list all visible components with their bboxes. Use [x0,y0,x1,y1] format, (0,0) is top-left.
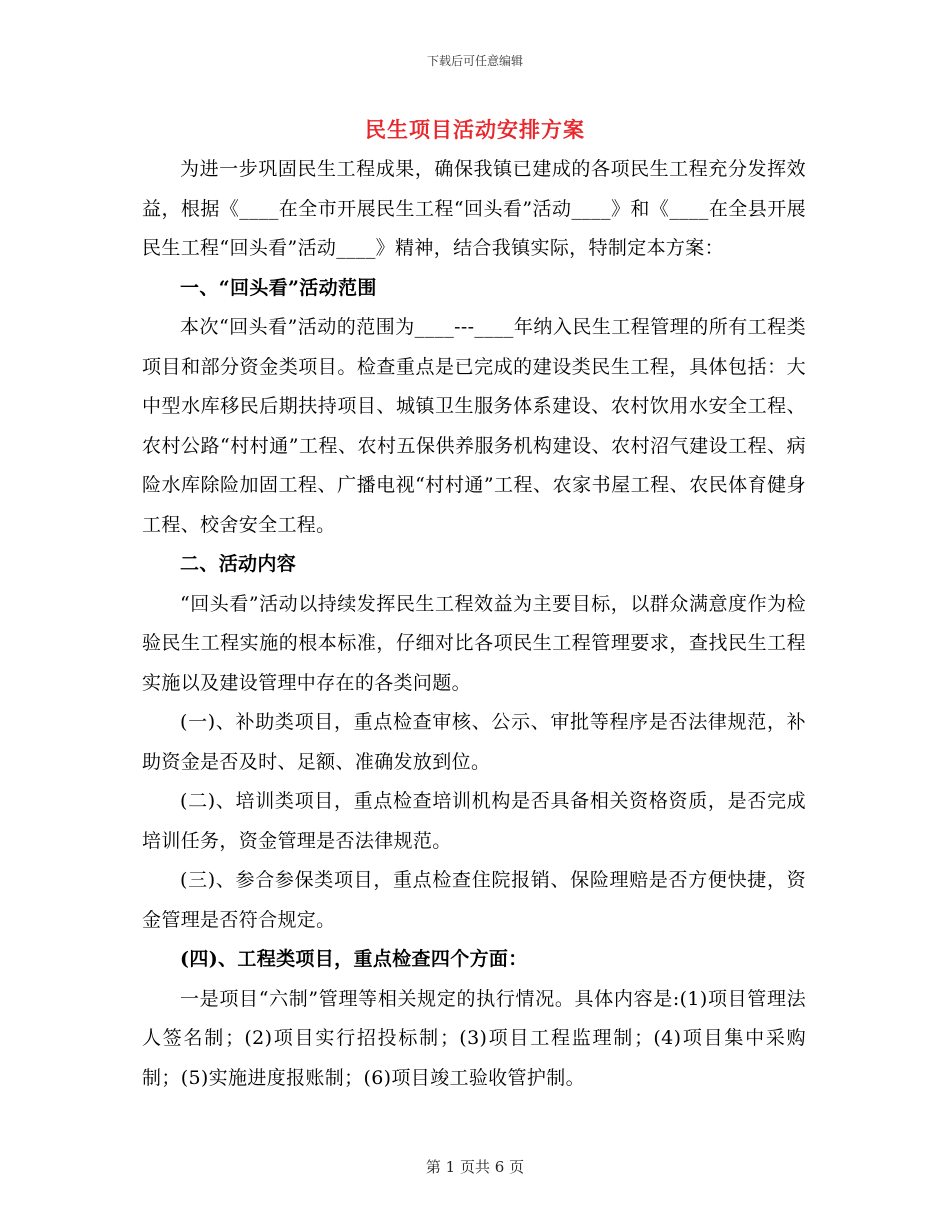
item-training-paragraph: (二)、培训类项目，重点检查培训机构是否具备相关资格资质，是否完成培训任务，资金管理是否法律规范。 [142,790,806,852]
section-heading-scope: 一、“回头看”活动范围 [180,276,377,299]
content-paragraph: “回头看”活动以持续发挥民生工程效益为主要目标，以群众满意度作为检验民生工程实施的根本标准，仔细对比各项民生工程管理要求，查找民生工程实施以及建设管理中存在的各类问题。 [142,592,806,694]
header-note: 下载后可任意编辑 [426,54,523,68]
section-heading-content: 二、活动内容 [180,553,297,575]
intro-paragraph: 为进一步巩固民生工程成果，确保我镇已建成的各项民生工程充分发挥效益，根据《____在全市开展民生工程“回头看”活动____》和《____在全县开展民生工程“回头看”活动____》精神，结合我镇实际，特制定本方案： [142,158,806,259]
item-engineering-heading: (四)、工程类项目，重点检查四个方面： [180,948,528,970]
document-title: 民生项目活动安排方案 [365,117,585,142]
engineering-detail-paragraph: 一是项目“六制”管理等相关规定的执行情况。具体内容是:(1)项目管理法人签名制；(2)项目实行招投标制；(3)项目工程监理制；(4)项目集中采购制；(5)实施进度报账制；(6)项目竣工验收管护制。 [142,987,806,1089]
scope-paragraph: 本次“回头看”活动的范围为____---____年纳入民生工程管理的所有工程类项目和部分资金类项目。检查重点是已完成的建设类民生工程，具体包括：大中型水库移民后期扶持项目、城镇卫生服务体系建设、农村饮用水安全工程、农村公路“村村通”工程、农村五保供养服务机构建设、农村沼气建设工程、病险水库除险加固工程、广播电视“村村通”工程、农家书屋工程、农民体育健身工程、校舍安全工程。 [142,316,806,536]
page-number: 第 1 页共 6 页 [425,1158,525,1176]
item-subsidy-paragraph: (一)、补助类项目，重点检查审核、公示、审批等程序是否法律规范，补助资金是否及时、足额、准确发放到位。 [142,711,806,773]
document-body [142,150,806,1098]
item-insurance-paragraph: (三)、参合参保类项目，重点检查住院报销、保险理赔是否方便快捷，资金管理是否符合规定。 [142,869,806,931]
